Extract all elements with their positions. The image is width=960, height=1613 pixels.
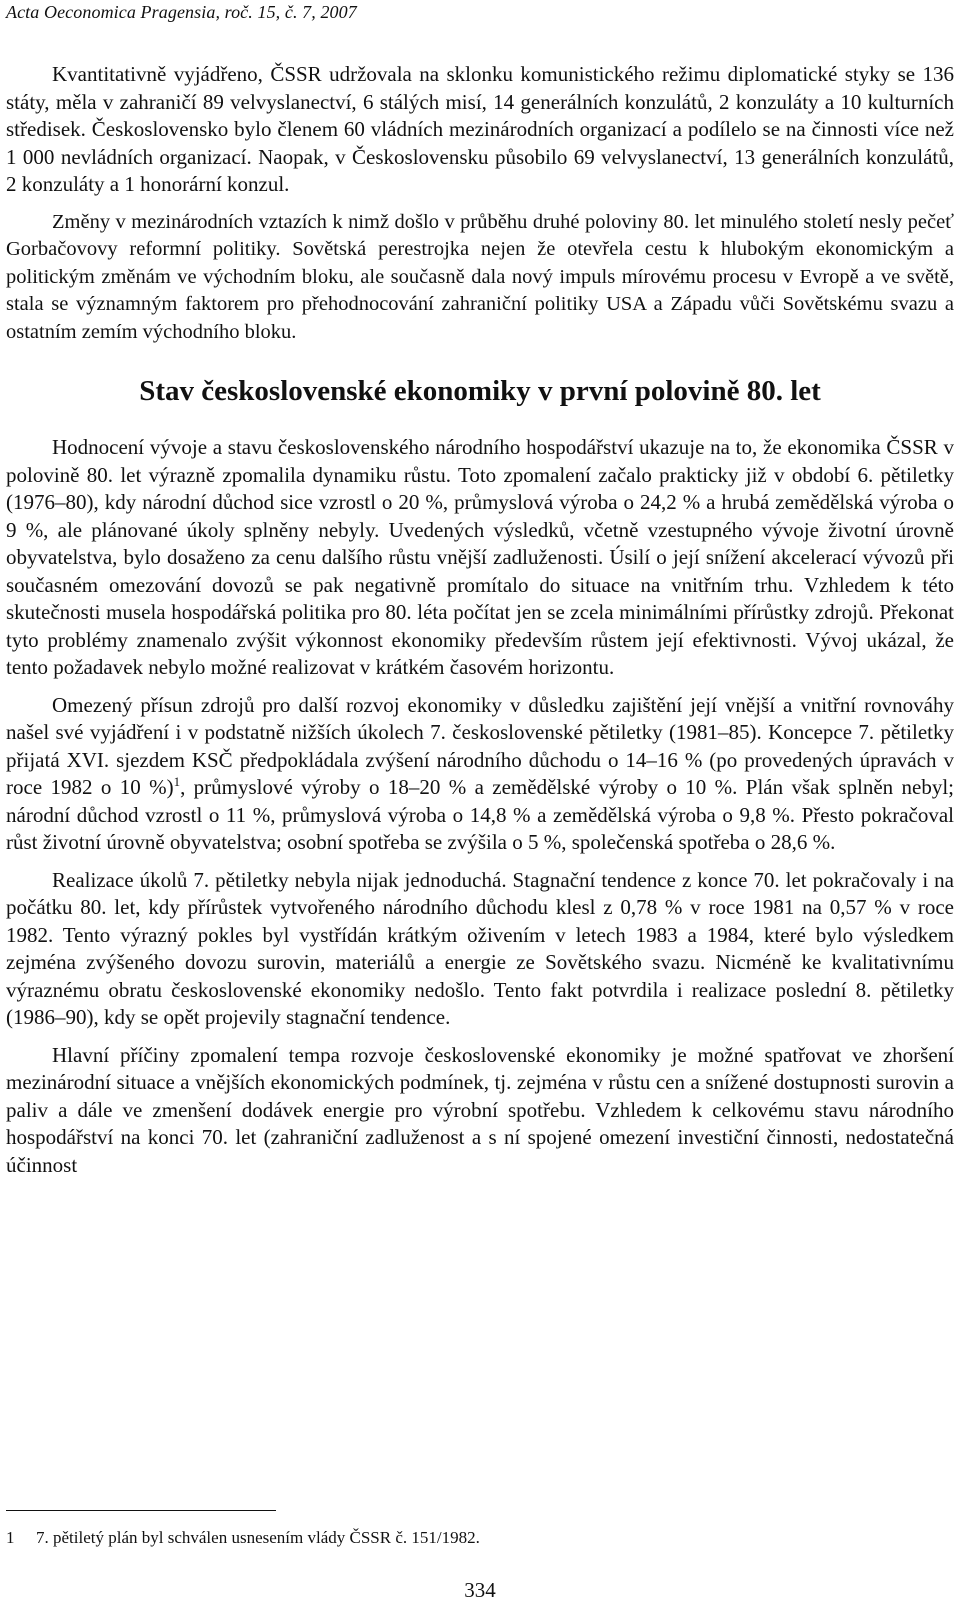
running-head: Acta Oeconomica Pragensia, roč. 15, č. 7, 2007 [6,2,357,22]
section-heading: Stav československé ekonomiky v první polovině 80. let [139,375,821,407]
body-text [6,61,954,1179]
paragraph-seventh-plan-text-b: , průmyslové výroby o 18–20 % a zemědělské výroby o 10 %. Plán však splněn nebyl; národní důchod vzrostl o 11 %, průmyslová výroba o 14,8 % a zemědělská výroba o 9,8 %. Přesto pokračoval růst životní úrovně obyvatelstva; osobní spotřeba se zvýšila o 5 %, společenská spotřeba o 28,6 %. [6,775,954,854]
paragraph-economy-assessment: Hodnocení vývoje a stavu československého národního hospodářství ukazuje na to, že ekonomika ČSSR v polovině 80. let výrazně zpomalila dynamiku růstu. Toto zpomalení začalo prakticky již v období 6. pětiletky (1976–80), kdy národní důchod sice vzrostl o 20 %, průmyslová výroba o 24,2 % a hrubá zemědělská výroba o 9 %, ale plánované úkoly splněny nebyly. Uvedených výsledků, včetně vzestupného vývoje životní úrovně obyvatelstva, bylo dosaženo za cenu dalšího růstu vnější zadluženosti. Úsilí o její snížení akcelerací vývozů při současném omezování dovozů se pak negativně promítalo do situace na vnitřním trhu. Vzhledem k této skutečnosti musela hospodářská politika pro 80. léta počítat jen se zcela minimálními přírůstky zdrojů. Překonat tyto problémy znamenalo zvýšit výkonnost ekonomiky především růstem její efektivnosti. Vývoj ukázal, že tento požadavek nebylo možné realizovat v krátkém časovém horizontu. [6,435,954,679]
footnote-divider [6,1510,276,1511]
footnote-text: 7. pětiletý plán byl schválen usnesením vlády ČSSR č. 151/1982. [36,1528,480,1547]
paragraph-seventh-plan-text-a: Omezený přísun zdrojů pro další rozvoj ekonomiky v důsledku zajištění její vnější a vnitřní rovnováhy našel své vyjádření i v podstatně nižších úkolech 7. československé pětiletky (1981–85). Koncepce 7. pětiletky přijatá XVI. sjezdem KSČ předpokládala zvýšení národního důchodu o 14–16 % (po provedených úpravách v roce 1982 o 10 %) [6,692,954,799]
paragraph-international-changes: Změny v mezinárodních vztazích k nimž došlo v průběhu druhé poloviny 80. let minulého století nesly pečeť Gorbačovovy reformní politiky. Sovětská perestrojka nejen že otevřela cestu k hlubokým ekonomickým a politickým změnám ve východním bloku, ale současně dala nový impuls mírovému procesu v Evropě a ve světě, stala se významným faktorem pro přehodnocování zahraniční politiky USA a Západu vůči Sovětskému svazu a ostatním zemím východního bloku. [6,210,954,343]
paragraph-main-causes: Hlavní příčiny zpomalení tempa rozvoje československé ekonomiky je možné spatřovat ve zhoršení mezinárodní situace a vnějších ekonomických podmínek, tj. zejména v růstu cen a snížené dostupnosti surovin a paliv a dále ve zmenšení dodávek energie pro výrobní spotřebu. Vzhledem k celkovému stavu národního hospodářství na konci 70. let (zahraniční zadluženost a s ní spojené omezení investiční činnosti, nedostatečná účinnost [6,1042,954,1177]
paragraph-plan-realization: Realizace úkolů 7. pětiletky nebyla nijak jednoduchá. Stagnační tendence z konce 70. let pokračovaly i na počátku 80. let, kdy přírůstek vytvořeného národního důchodu klesl z 0,78 % v roce 1981 na 0,57 % v roce 1982. Tento výrazný pokles byl vystřídán krátkým oživením v letech 1983 a 1984, které bylo výsledkem zejména zvýšeného dovozu surovin, materiálů a energie ze Sovětského svazu. Nicméně ke kvalitativnímu výraznému obratu československé ekonomiky nedošlo. Tento fakt potvrdila i realizace poslední 8. pětiletky (1986–90), kdy se opět projevily stagnační tendence. [6,867,954,1029]
footnote [6,1527,480,1549]
footnote-reference[interactable]: 1 [173,774,181,789]
page-number: 334 [464,1578,496,1602]
footnote-number: 1 [6,1528,15,1547]
paragraph-seventh-plan [6,692,954,857]
paragraph-diplomatic-relations: Kvantitativně vyjádřeno, ČSSR udržovala na sklonku komunistického režimu diplomatické styky se 136 státy, měla v zahraničí 89 velvyslanectví, 6 stálých misí, 14 generálních konzulátů, 2 konzuláty a 10 kulturních středisek. Československo bylo členem 60 vládních mezinárodních organizací a podílelo se na činnosti více než 1 000 nevládních organizací. Naopak, v Československu působilo 69 velvyslanectví, 13 generálních konzulátů, 2 konzuláty a 1 honorární konzul. [6,62,954,196]
